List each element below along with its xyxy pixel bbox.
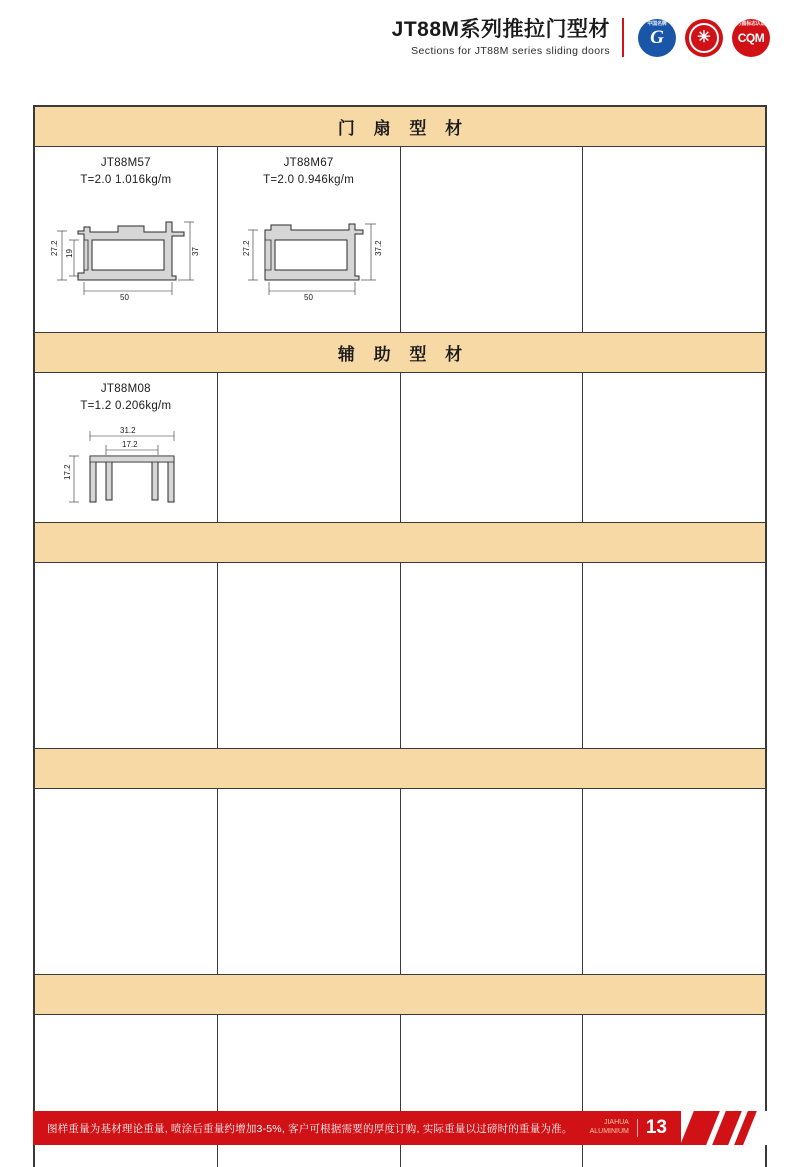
brand-mark-icon xyxy=(681,1111,767,1145)
footer-brand xyxy=(590,1119,638,1137)
certification-logos xyxy=(638,19,770,57)
profile-cell-empty[interactable] xyxy=(35,563,218,749)
page-title-en: Sections for JT88M series sliding doors xyxy=(411,45,610,58)
dim-width-50: 50 xyxy=(304,293,314,301)
cqm-logo-caption: 方圆标志认证 xyxy=(736,20,766,27)
profile-cell-empty[interactable] xyxy=(400,563,583,749)
footer-note: 图样重量为基材理论重量, 喷涂后重量约增加3-5%, 客户可根据需要的厚度订购, 实际重量以过磅时的重量为准。 xyxy=(47,1122,573,1135)
star-logo-glyph: ✳ xyxy=(689,23,719,53)
table-row xyxy=(35,373,766,523)
section-band-row xyxy=(35,333,766,373)
section-band-auxiliary: 辅 助 型 材 xyxy=(35,333,766,373)
star-logo-icon xyxy=(685,19,723,57)
dim-height-27-2: 27.2 xyxy=(50,240,60,256)
profile-cell-jt88m57[interactable] xyxy=(35,147,218,333)
gb-logo-icon xyxy=(638,19,676,57)
dim-width-17-2: 17.2 xyxy=(122,440,138,449)
page-header xyxy=(0,18,770,57)
section-band-row xyxy=(35,975,766,1015)
dim-width-50: 50 xyxy=(120,293,130,301)
cqm-logo-icon xyxy=(732,19,770,57)
header-title-block xyxy=(392,18,624,57)
profile-cell-empty[interactable] xyxy=(583,147,766,333)
profile-cell-jt88m08[interactable] xyxy=(35,373,218,523)
dim-width-31-2: 31.2 xyxy=(120,426,136,435)
profile-spec: T=2.0 0.946kg/m xyxy=(263,174,355,186)
section-band-row xyxy=(35,523,766,563)
profile-spec: T=1.2 0.206kg/m xyxy=(80,400,172,412)
table-row xyxy=(35,147,766,333)
section-band-empty-2 xyxy=(35,749,766,789)
section-band-door-leaf: 门 扇 型 材 xyxy=(35,107,766,147)
dim-height-19: 19 xyxy=(65,249,75,258)
dim-height-37-2: 37.2 xyxy=(374,240,384,256)
page-number: 13 xyxy=(645,1117,667,1138)
dim-height-17-2: 17.2 xyxy=(63,464,73,480)
page-footer xyxy=(33,1111,767,1145)
profile-cell-empty[interactable] xyxy=(400,373,583,523)
profile-cell-empty[interactable] xyxy=(217,563,400,749)
profile-cell-empty[interactable] xyxy=(400,147,583,333)
gb-logo-letter: G xyxy=(650,27,664,49)
profile-drawing-jt88m08 xyxy=(48,422,203,522)
gb-logo-caption: 中国名牌 xyxy=(647,20,667,27)
table-row xyxy=(35,789,766,975)
profile-cell-empty[interactable] xyxy=(583,373,766,523)
profiles-table xyxy=(33,105,767,1167)
profile-spec: T=2.0 1.016kg/m xyxy=(80,174,172,186)
table-row xyxy=(35,563,766,749)
section-band-empty-1 xyxy=(35,523,766,563)
profile-code: JT88M57 xyxy=(100,157,151,169)
footer-brand-cn: JIAHUA xyxy=(603,1119,629,1127)
profile-drawing-jt88m57 xyxy=(48,196,203,306)
profile-drawing-jt88m67 xyxy=(231,196,386,306)
profile-cell-jt88m67[interactable] xyxy=(217,147,400,333)
page-title-cn: JT88M系列推拉门型材 xyxy=(391,18,610,41)
profile-cell-empty[interactable] xyxy=(35,789,218,975)
cqm-logo-text: CQM xyxy=(737,30,765,45)
profile-code: JT88M08 xyxy=(100,383,151,395)
section-band-row xyxy=(35,749,766,789)
profile-cell-empty[interactable] xyxy=(217,789,400,975)
dim-height-27-2: 27.2 xyxy=(242,240,252,256)
section-band-row xyxy=(35,107,766,147)
profile-cell-empty[interactable] xyxy=(217,373,400,523)
dim-height-37: 37 xyxy=(191,247,201,256)
footer-brand-en: ALUMINIUM xyxy=(589,1128,629,1135)
profile-cell-empty[interactable] xyxy=(583,789,766,975)
profile-code: JT88M67 xyxy=(283,157,334,169)
profile-cell-empty[interactable] xyxy=(400,789,583,975)
profile-cell-empty[interactable] xyxy=(583,563,766,749)
section-band-empty-3 xyxy=(35,975,766,1015)
